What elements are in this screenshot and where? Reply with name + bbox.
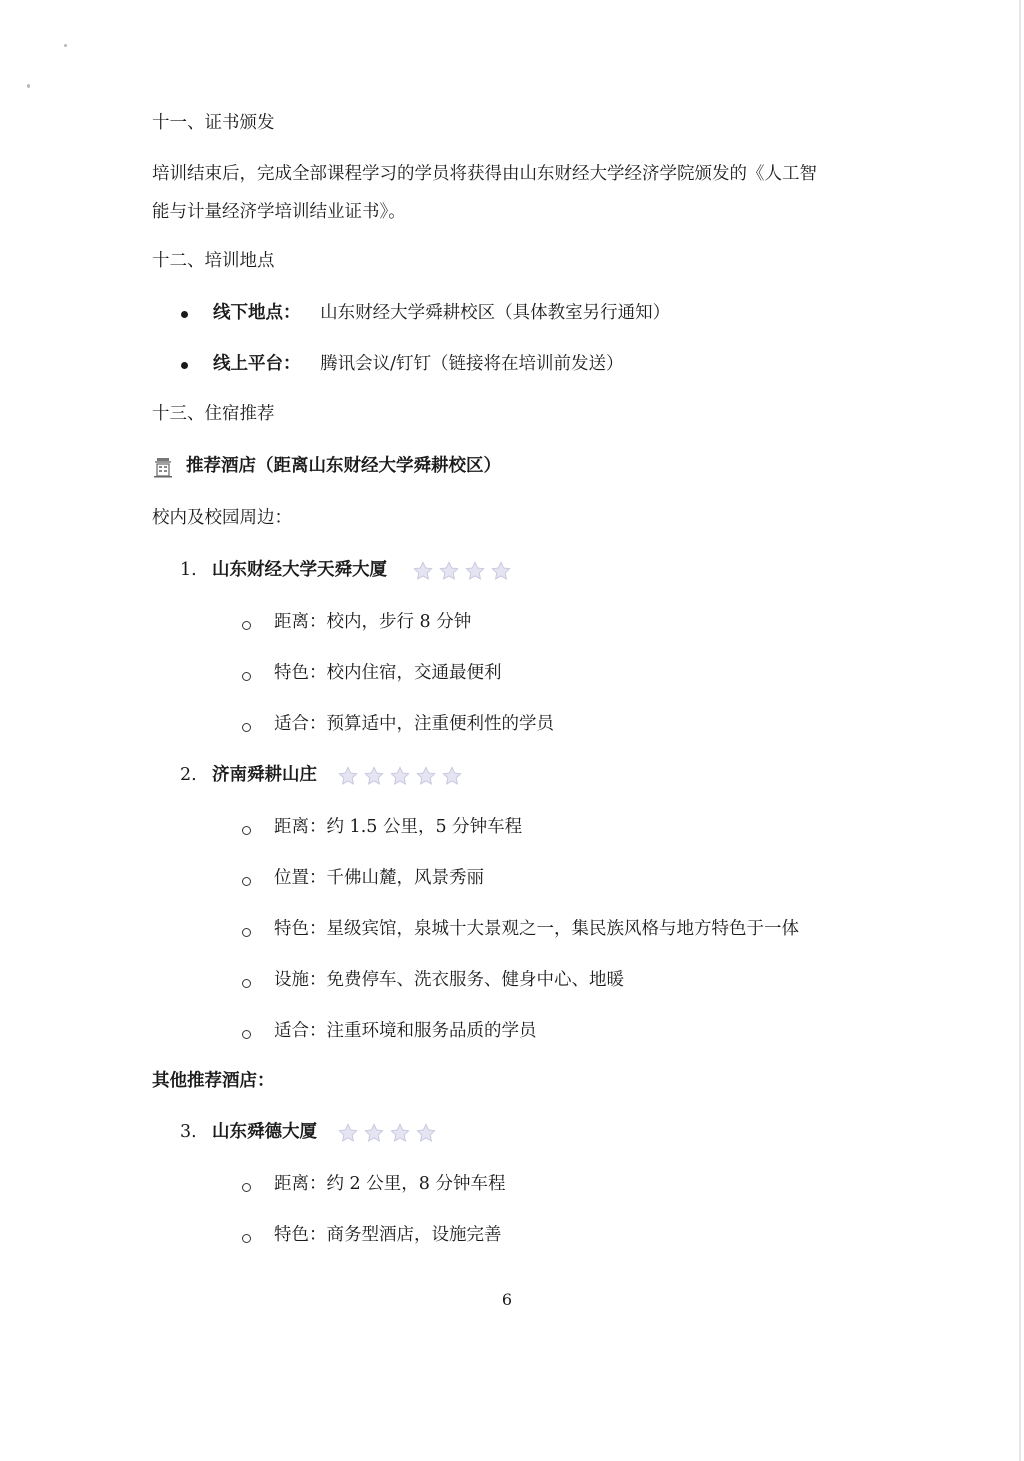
recommend-title: 推荐酒店（距离山东财经大学舜耕校区） [186,456,501,476]
star-icon [412,560,434,582]
bullet-dot [181,362,188,369]
certificate-body-line: 能与计量经济学培训结业证书》。 [152,202,406,222]
location-value: 腾讯会议/钉钉（链接将在培训前发送） [320,354,624,374]
hotel-name: 济南舜耕山庄 [212,765,317,785]
star-icon [490,560,512,582]
certificate-body-line: 培训结束后，完成全部课程学习的学员将获得由山东财经大学经济学院颁发的《人工智 [152,164,817,184]
location-item-offline [213,305,670,323]
sub-bullet [242,1030,251,1039]
star-icon [363,1122,385,1144]
hotel-detail: 位置：千佛山麓，风景秀丽 [274,868,484,888]
section-heading-certificate: 十一、证书颁发 [152,113,275,133]
sub-bullet [242,621,251,630]
sub-bullet [242,979,251,988]
star-icon [389,1122,411,1144]
scan-edge [1019,0,1021,1461]
hotel-number: 2. [180,765,197,785]
star-icon [438,560,460,582]
group-title-other: 其他推荐酒店： [152,1071,275,1091]
sub-bullet [242,723,251,732]
star-icon [337,1122,359,1144]
star-icon [415,765,437,787]
sub-bullet [242,1234,251,1243]
star-rating [337,1122,437,1144]
star-icon [464,560,486,582]
sub-bullet [242,877,251,886]
star-icon [337,765,359,787]
location-label: 线下地点： [213,303,301,323]
scan-speck [64,44,67,47]
star-icon [389,765,411,787]
hotel-detail: 特色：商务型酒店，设施完善 [274,1225,502,1245]
sub-bullet [242,928,251,937]
location-value: 山东财经大学舜耕校区（具体教室另行通知） [320,303,671,323]
star-rating [337,765,463,787]
hotel-detail: 距离：校内，步行 8 分钟 [274,612,472,632]
hotel-detail: 适合：注重环境和服务品质的学员 [274,1021,537,1041]
star-rating [412,560,512,582]
hotel-name: 山东舜德大厦 [212,1122,317,1142]
sub-bullet [242,1183,251,1192]
hotel-icon [152,456,174,478]
bullet-dot [181,311,188,318]
hotel-number: 3. [180,1122,197,1142]
hotel-detail: 距离：约 2 公里，8 分钟车程 [274,1174,506,1194]
star-icon [441,765,463,787]
hotel-detail: 特色：校内住宿，交通最便利 [274,663,502,683]
hotel-detail: 距离：约 1.5 公里，5 分钟车程 [274,817,523,837]
hotel-detail: 适合：预算适中，注重便利性的学员 [274,714,554,734]
hotel-detail: 设施：免费停车、洗衣服务、健身中心、地暖 [274,970,624,990]
sub-bullet [242,672,251,681]
location-label: 线上平台： [213,354,301,374]
section-heading-location: 十二、培训地点 [152,251,275,271]
sub-bullet [242,826,251,835]
star-icon [363,765,385,787]
hotel-name: 山东财经大学天舜大厦 [212,560,387,580]
group-title-campus: 校内及校园周边： [152,508,292,528]
page-number: 6 [501,1290,513,1309]
location-item-online [213,356,623,374]
scan-speck [27,84,30,88]
hotel-detail: 特色：星级宾馆，泉城十大景观之一，集民族风格与地方特色于一体 [274,919,799,939]
star-icon [415,1122,437,1144]
hotel-number: 1. [180,560,197,580]
section-heading-accommodation: 十三、住宿推荐 [152,404,275,424]
